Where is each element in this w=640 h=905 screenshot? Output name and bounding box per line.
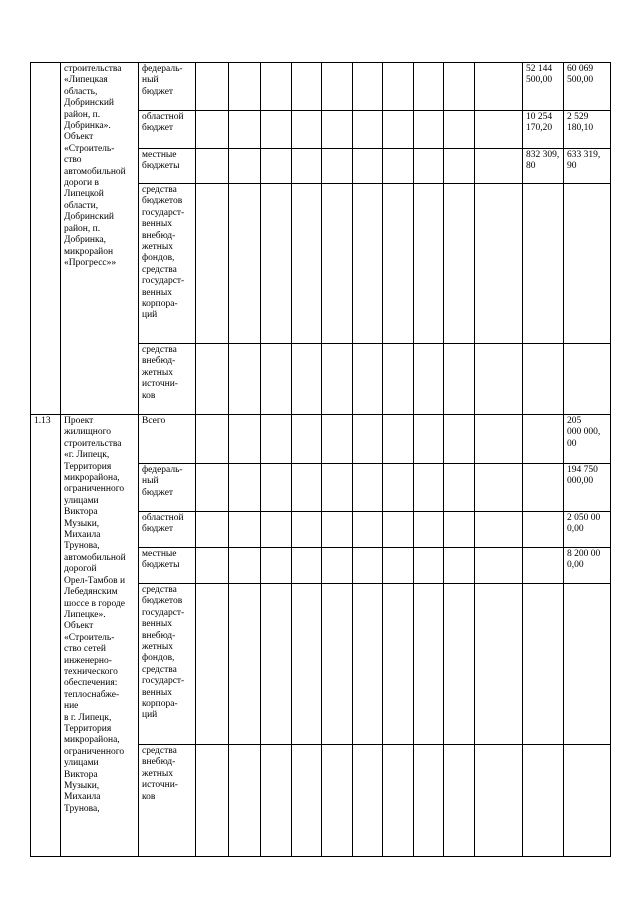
empty-cell xyxy=(414,464,444,512)
empty-cell xyxy=(353,184,383,344)
empty-cell xyxy=(322,512,353,548)
empty-cell xyxy=(383,63,414,111)
empty-cell xyxy=(229,584,261,745)
funding-source-cell: областной бюджет xyxy=(139,512,196,548)
empty-cell xyxy=(196,149,229,184)
value-cell: 194 750 000,00 xyxy=(564,464,611,512)
empty-cell xyxy=(444,584,475,745)
budget-table xyxy=(30,62,611,857)
empty-cell xyxy=(414,111,444,149)
empty-cell xyxy=(261,63,292,111)
empty-cell xyxy=(414,745,444,857)
empty-cell xyxy=(322,184,353,344)
empty-cell xyxy=(292,464,322,512)
empty-cell xyxy=(475,111,523,149)
value-cell xyxy=(564,344,611,415)
empty-cell xyxy=(444,344,475,415)
empty-cell xyxy=(261,344,292,415)
empty-cell xyxy=(322,548,353,584)
empty-cell xyxy=(353,584,383,745)
empty-cell xyxy=(353,548,383,584)
empty-cell xyxy=(322,149,353,184)
empty-cell xyxy=(383,415,414,464)
empty-cell xyxy=(475,344,523,415)
empty-cell xyxy=(475,184,523,344)
empty-cell xyxy=(322,584,353,745)
empty-cell xyxy=(353,415,383,464)
empty-cell xyxy=(414,548,444,584)
empty-cell xyxy=(414,415,444,464)
empty-cell xyxy=(475,584,523,745)
object-name-cell: строительства «Липецкая область, Добринский район, п. Добринка». Объект «Строитель- ство автомобильной дороги в Липецкой области, Добринский район, п. Добринка, микрорайон «Прогресс»» xyxy=(61,63,139,415)
empty-cell xyxy=(196,184,229,344)
funding-source-cell: средства внебюд- жетных источни- ков xyxy=(139,344,196,415)
empty-cell xyxy=(353,111,383,149)
empty-cell xyxy=(322,464,353,512)
empty-cell xyxy=(229,63,261,111)
object-name-cell: Проект жилищного строительства «г. Липецк, Территория микрорайона, ограниченного улицами Виктора Музыки, Михаила Трунова, автомобильной дорогой Орел-Тамбов и Лебедянским шоссе в городе Липецке». Объект «Строитель- ство сетей инженерно- технического обеспечения: теплоснабже- ние в г. Липецк, Территория микрорайона, ограниченного улицами Виктора Музыки, Михаила Трунова, xyxy=(61,415,139,857)
table-row xyxy=(31,415,611,464)
empty-cell xyxy=(383,548,414,584)
empty-cell xyxy=(383,344,414,415)
empty-cell xyxy=(383,512,414,548)
empty-cell xyxy=(444,184,475,344)
empty-cell xyxy=(383,584,414,745)
empty-cell xyxy=(383,149,414,184)
empty-cell xyxy=(229,184,261,344)
empty-cell xyxy=(444,149,475,184)
value-cell xyxy=(523,415,564,464)
empty-cell xyxy=(475,548,523,584)
empty-cell xyxy=(292,548,322,584)
empty-cell xyxy=(229,512,261,548)
empty-cell xyxy=(196,464,229,512)
row-number-cell xyxy=(31,63,61,415)
empty-cell xyxy=(444,464,475,512)
value-cell xyxy=(523,344,564,415)
value-cell: 205 000 000, 00 xyxy=(564,415,611,464)
empty-cell xyxy=(292,745,322,857)
empty-cell xyxy=(322,63,353,111)
empty-cell xyxy=(196,111,229,149)
empty-cell xyxy=(322,111,353,149)
value-cell: 10 254 170,20 xyxy=(523,111,564,149)
empty-cell xyxy=(322,344,353,415)
value-cell: 832 309, 80 xyxy=(523,149,564,184)
empty-cell xyxy=(475,464,523,512)
value-cell xyxy=(523,184,564,344)
empty-cell xyxy=(444,63,475,111)
empty-cell xyxy=(229,745,261,857)
empty-cell xyxy=(414,149,444,184)
empty-cell xyxy=(261,512,292,548)
empty-cell xyxy=(292,344,322,415)
empty-cell xyxy=(383,745,414,857)
funding-source-cell: областной бюджет xyxy=(139,111,196,149)
empty-cell xyxy=(353,464,383,512)
empty-cell xyxy=(261,415,292,464)
funding-source-cell: средства внебюд- жетных источни- ков xyxy=(139,745,196,857)
empty-cell xyxy=(353,63,383,111)
funding-source-cell: средства бюджетов государст- венных внебюд- жетных фондов, средства государст- венных корпора- ций xyxy=(139,584,196,745)
funding-source-cell: Всего xyxy=(139,415,196,464)
empty-cell xyxy=(292,512,322,548)
empty-cell xyxy=(196,745,229,857)
funding-source-cell: местные бюджеты xyxy=(139,149,196,184)
empty-cell xyxy=(229,464,261,512)
empty-cell xyxy=(196,584,229,745)
value-cell xyxy=(523,512,564,548)
table-row xyxy=(31,63,611,111)
empty-cell xyxy=(261,111,292,149)
value-cell: 60 069 500,00 xyxy=(564,63,611,111)
funding-source-cell: федераль- ный бюджет xyxy=(139,464,196,512)
value-cell: 52 144 500,00 xyxy=(523,63,564,111)
empty-cell xyxy=(292,63,322,111)
value-cell xyxy=(564,745,611,857)
empty-cell xyxy=(196,548,229,584)
empty-cell xyxy=(475,149,523,184)
empty-cell xyxy=(261,184,292,344)
empty-cell xyxy=(475,63,523,111)
empty-cell xyxy=(261,149,292,184)
empty-cell xyxy=(292,184,322,344)
empty-cell xyxy=(292,111,322,149)
value-cell: 8 200 00 0,00 xyxy=(564,548,611,584)
value-cell xyxy=(523,464,564,512)
empty-cell xyxy=(475,415,523,464)
empty-cell xyxy=(444,548,475,584)
value-cell xyxy=(564,184,611,344)
row-number-cell: 1.13 xyxy=(31,415,61,857)
empty-cell xyxy=(444,745,475,857)
empty-cell xyxy=(414,344,444,415)
empty-cell xyxy=(261,745,292,857)
empty-cell xyxy=(444,415,475,464)
empty-cell xyxy=(322,415,353,464)
funding-source-cell: местные бюджеты xyxy=(139,548,196,584)
value-cell: 2 050 00 0,00 xyxy=(564,512,611,548)
value-cell xyxy=(564,584,611,745)
empty-cell xyxy=(196,63,229,111)
empty-cell xyxy=(229,344,261,415)
empty-cell xyxy=(292,584,322,745)
empty-cell xyxy=(292,149,322,184)
empty-cell xyxy=(229,111,261,149)
empty-cell xyxy=(196,415,229,464)
empty-cell xyxy=(414,512,444,548)
empty-cell xyxy=(229,149,261,184)
empty-cell xyxy=(229,415,261,464)
empty-cell xyxy=(196,512,229,548)
value-cell xyxy=(523,548,564,584)
empty-cell xyxy=(414,584,444,745)
empty-cell xyxy=(353,745,383,857)
funding-source-cell: федераль- ный бюджет xyxy=(139,63,196,111)
empty-cell xyxy=(353,149,383,184)
funding-source-cell: средства бюджетов государст- венных внебюд- жетных фондов, средства государст- венных корпора- ций xyxy=(139,184,196,344)
empty-cell xyxy=(414,184,444,344)
empty-cell xyxy=(196,344,229,415)
value-cell: 2 529 180,10 xyxy=(564,111,611,149)
empty-cell xyxy=(383,464,414,512)
empty-cell xyxy=(383,111,414,149)
empty-cell xyxy=(383,184,414,344)
empty-cell xyxy=(261,464,292,512)
empty-cell xyxy=(475,512,523,548)
value-cell xyxy=(523,584,564,745)
value-cell: 633 319, 90 xyxy=(564,149,611,184)
empty-cell xyxy=(229,548,261,584)
empty-cell xyxy=(444,111,475,149)
empty-cell xyxy=(322,745,353,857)
empty-cell xyxy=(353,344,383,415)
empty-cell xyxy=(353,512,383,548)
empty-cell xyxy=(261,584,292,745)
value-cell xyxy=(523,745,564,857)
empty-cell xyxy=(261,548,292,584)
empty-cell xyxy=(475,745,523,857)
empty-cell xyxy=(292,415,322,464)
empty-cell xyxy=(414,63,444,111)
empty-cell xyxy=(444,512,475,548)
